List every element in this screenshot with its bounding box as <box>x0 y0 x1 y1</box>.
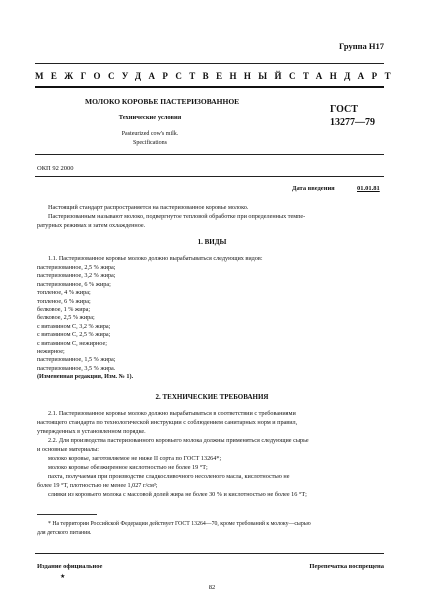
intro-paragraph-2-line-1: Пастеризованным называют молоко, подвергнутое тепловой обработке при определенных темпе- <box>48 213 306 220</box>
effective-date-label: Дата введения <box>292 185 335 192</box>
list-item: пастеризованное, 6 % жира; <box>37 280 111 288</box>
footer-rule <box>35 553 384 554</box>
milk-kinds-list <box>37 264 133 382</box>
material-item-2: молоко коровье обезжиренное кислотностью не более 19 °Т; <box>48 464 208 471</box>
banner-rule <box>35 86 384 88</box>
interstate-standard-banner <box>35 71 398 81</box>
list-item: пастеризованное, 1,5 % жира; <box>37 356 116 364</box>
list-item: пастеризованное, 3,2 % жира; <box>37 272 116 280</box>
list-item: белковое, 2,5 % жира; <box>37 314 95 322</box>
list-item: нежирное; <box>37 348 65 356</box>
list-item: с витамином С, 2,5 % жира; <box>37 331 111 339</box>
clause-2-1-line-2: настоящего стандарта по технологической инструкции с соблюдением санитарных норм и правил, <box>37 419 298 426</box>
list-item: пастеризованное, 2,5 % жира; <box>37 264 116 271</box>
intro-paragraph-1: Настоящий стандарт распространяется на пастеризованное коровье молоко. <box>48 204 249 211</box>
intro-paragraph-2-line-2: ратурных режимах и затем охлажденное. <box>37 222 146 229</box>
banner-word-2: СТАНДАРТ <box>288 71 398 81</box>
top-rule <box>35 63 384 64</box>
reprint-prohibited-label: Перепечатка воспрещена <box>309 563 384 570</box>
okp-code: ОКП 92 2000 <box>37 165 74 172</box>
footnote-line-2: для детского питания. <box>37 530 92 536</box>
amendment-note: (Измененная редакция, Изм. № 1). <box>37 373 134 381</box>
effective-date-value: 01.01.81 <box>357 185 380 192</box>
group-code: Группа Н17 <box>338 41 384 51</box>
star-icon: ★ <box>60 574 66 580</box>
gost-label: ГОСТ <box>330 104 358 115</box>
list-item: топленое, 6 % жира; <box>37 297 91 305</box>
list-item: с витамином С, нежирное; <box>37 339 107 347</box>
list-item: топленое, 4 % жира; <box>37 289 91 297</box>
material-item-3-line-1: пахта, получаемая при производстве сладкосливочного несоленого масла, кислотностью не <box>48 473 290 480</box>
list-item: пастеризованное, 3,5 % жира. <box>37 364 116 372</box>
footnote-rule <box>37 514 97 515</box>
clause-2-1-line-3: утвержденных в установленном порядке. <box>37 428 146 435</box>
official-edition-label: Издание официальное <box>37 563 103 570</box>
document-subtitle: Технические условия <box>118 114 182 121</box>
clause-2-2-line-1: 2.2. Для производства пастеризованного коровьего молока должны применяться следующие сырье <box>48 437 309 444</box>
list-item: с витамином С, 3,2 % жира; <box>37 322 111 330</box>
english-title: Pasteurized cow's milk. <box>121 131 179 137</box>
clause-2-2-line-2: и основные материалы: <box>37 446 100 453</box>
footnote-line-1: * На территории Российской Федерации действует ГОСТ 13264—70, кроме требований к молоку—сырью <box>48 521 311 527</box>
banner-word-1: МЕЖГОСУДАРСТВЕННЫЙ <box>35 71 289 81</box>
material-item-4: сливки из коровьего молока с массовой долей жира не более 30 % и кислотностью не более 16 °Т; <box>48 491 307 498</box>
header-rule <box>35 154 384 155</box>
section-2-heading: 2. ТЕХНИЧЕСКИЕ ТРЕБОВАНИЯ <box>155 393 269 401</box>
material-item-1: молоко коровье, заготовляемое не ниже II сорта по ГОСТ 13264*; <box>48 455 222 462</box>
clause-2-1-line-1: 2.1. Пастеризованное коровье молоко должно вырабатываться в соответствии с требованиями <box>48 410 296 417</box>
okp-rule <box>35 176 384 177</box>
section-1-heading: 1. ВИДЫ <box>197 238 227 246</box>
english-subtitle: Specifications <box>133 140 167 146</box>
material-item-3-line-2: более 19 °Т, плотностью не менее 1,027 г/см³; <box>37 482 158 489</box>
page-number: 82 <box>208 584 216 591</box>
gost-number: 13277—79 <box>330 117 375 128</box>
document-title: МОЛОКО КОРОВЬЕ ПАСТЕРИЗОВАННОЕ <box>85 97 240 106</box>
list-item: белковое, 1 % жира; <box>37 306 91 314</box>
clause-1-1: 1.1. Пастеризованное коровье молоко должно вырабатываться следующих видов: <box>48 255 263 262</box>
